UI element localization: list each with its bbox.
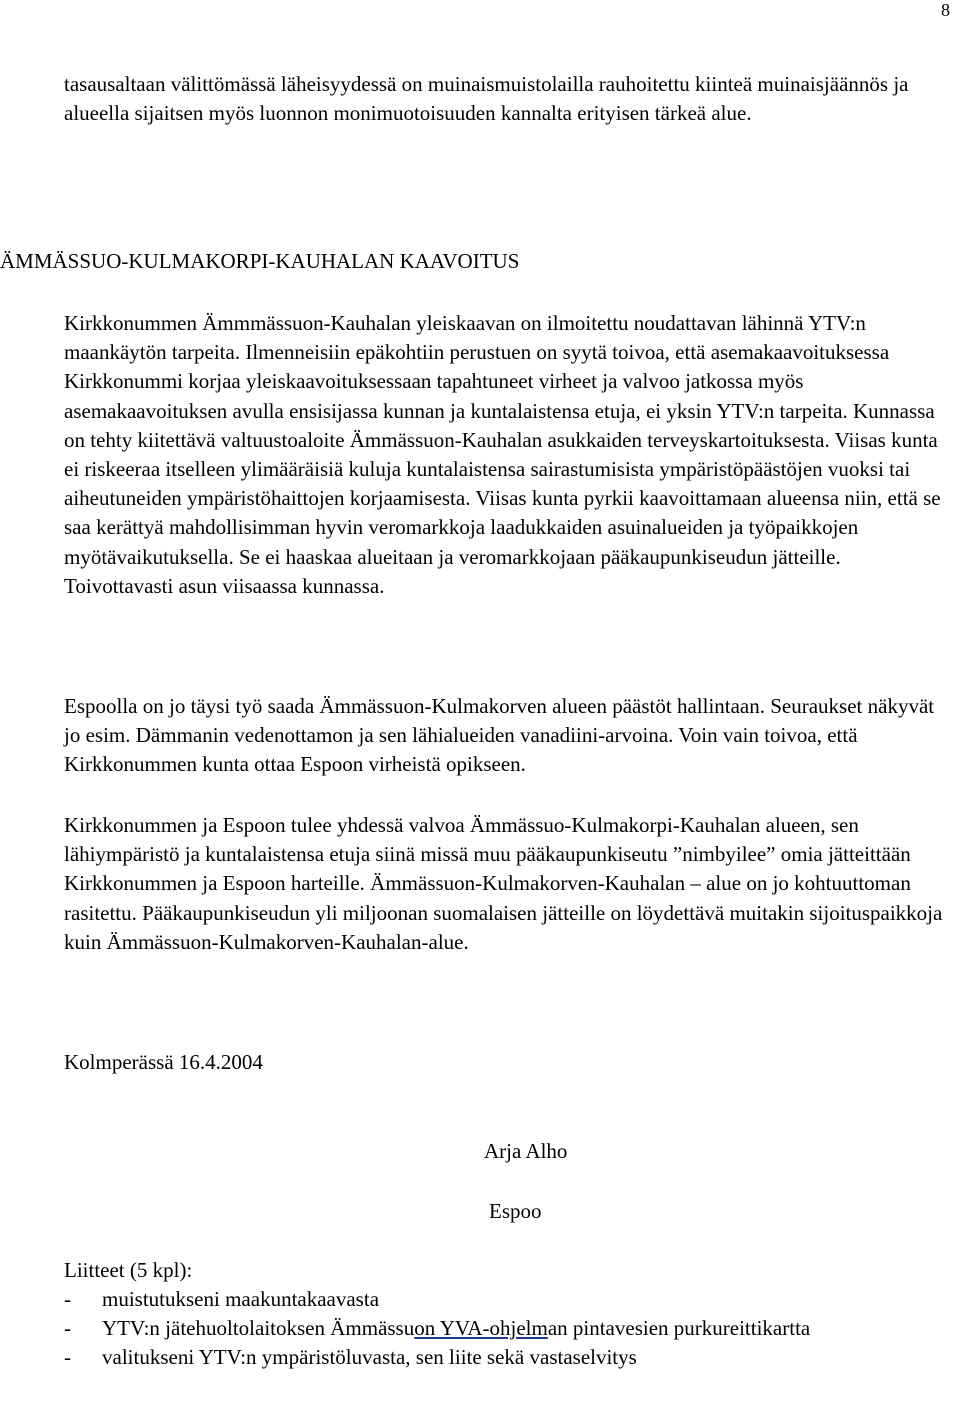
attachment-item (64, 1285, 944, 1314)
intro-paragraph: tasausaltaan välittömässä läheisyydessä on muinaismuistolailla rauhoitettu kiinteä muinaisjäännös ja alueella sijaitsen myös luonnon monimuotoisuuden kannalta erityisen tärkeä alue. (64, 72, 909, 126)
list-dash: - (64, 1316, 71, 1341)
attachment-text: valitukseni YTV:n ympäristöluvasta, sen liite sekä vastaselvitys (102, 1345, 637, 1370)
paragraph-espoo: Espoolla on jo täysi työ saada Ämmässuon-Kulmakorven alueen päästöt hallintaan. Seuraukset näkyvät jo esim. Dämmanin vedenottamon ja sen lähialueiden vanadiini-arvoina. Voin vain toivoa, että Kirkkonummen kunta ottaa Espoon virheistä opikseen. (64, 694, 935, 777)
attachment-item (64, 1343, 944, 1372)
page-number: 8 (941, 0, 950, 20)
date-line: Kolmperässä 16.4.2004 (64, 1050, 263, 1074)
attachment-text-end: an pintavesien purkureittikartta (547, 1316, 811, 1341)
section-heading: ÄMMÄSSUO-KULMAKORPI-KAUHALAN KAAVOITUS (0, 249, 520, 273)
signature-city: Espoo (489, 1199, 542, 1223)
attachment-link[interactable]: on YVA-ohjelm (414, 1316, 548, 1341)
signature-name: Arja Alho (484, 1139, 568, 1163)
attachments-list (64, 1285, 944, 1373)
paragraph-zoning: Kirkkonummen Ämmmässuon-Kauhalan yleiskaavan on ilmoitettu noudattavan lähinnä YTV:n maankäytön tarpeita. Ilmenneisiin epäkohtiin perustuen on syytä toivoa, että asemakaavoituksessa Kirkkonummi korjaa yleiskaavoituksessaan tapahtuneet virheet ja valvoo jatkossa myös asemakaavoituksen avulla ensisijassa kunnan ja kuntalaistensa etuja, ei yksin YTV:n tarpeita. Kunnassa on tehty kiitettävä valtuustoaloite Ämmässuon-Kauhalan asukkaiden terveyskartoituksesta. Viisas kunta ei riskeeraa itselleen ylimääräisiä kuluja kuntalaistensa sairastumisista ympäristöpäästöjen vuoksi tai aiheutuneiden ympäristöhaittojen korjaamisesta. Viisas kunta pyrkii kaavoittamaan alueensa niin, että se saa kerättyä mahdollisimman hyvin veromarkkoja laadukkaiden asuinalueiden ja työpaikkojen myötävaikutuksella. Se ei haaskaa alueitaan ja veromarkkojaan pääkaupunkiseudun jätteille. Toivottavasti asun viisaassa kunnassa. (64, 311, 941, 598)
attachment-text: muistutukseni maakuntakaavasta (102, 1287, 380, 1311)
attachments-title: Liitteet (5 kpl): (64, 1258, 193, 1282)
attachment-text (102, 1314, 944, 1343)
list-dash: - (64, 1287, 71, 1311)
attachment-item (64, 1314, 944, 1343)
paragraph-cooperation: Kirkkonummen ja Espoon tulee yhdessä valvoa Ämmässuo-Kulmakorpi-Kauhalan alueen, sen lähiympäristö ja kuntalaistensa etuja siinä missä muu pääkaupunkiseutu ”nimbyilee” omia jätteittään Kirkkonummen ja Espoon harteille. Ämmässuon-Kulmakorven-Kauhalan – alue on jo kohtuuttoman rasitettu. Pääkaupunkiseudun yli miljoonan suomalaisen jätteille on löydettävä muitakin sijoituspaikkoja kuin Ämmässuon-Kulmakorven-Kauhalan-alue. (64, 813, 943, 954)
list-dash: - (64, 1345, 71, 1370)
attachment-text-start: YTV:n jätehuoltolaitoksen Ämmässu (102, 1316, 415, 1341)
